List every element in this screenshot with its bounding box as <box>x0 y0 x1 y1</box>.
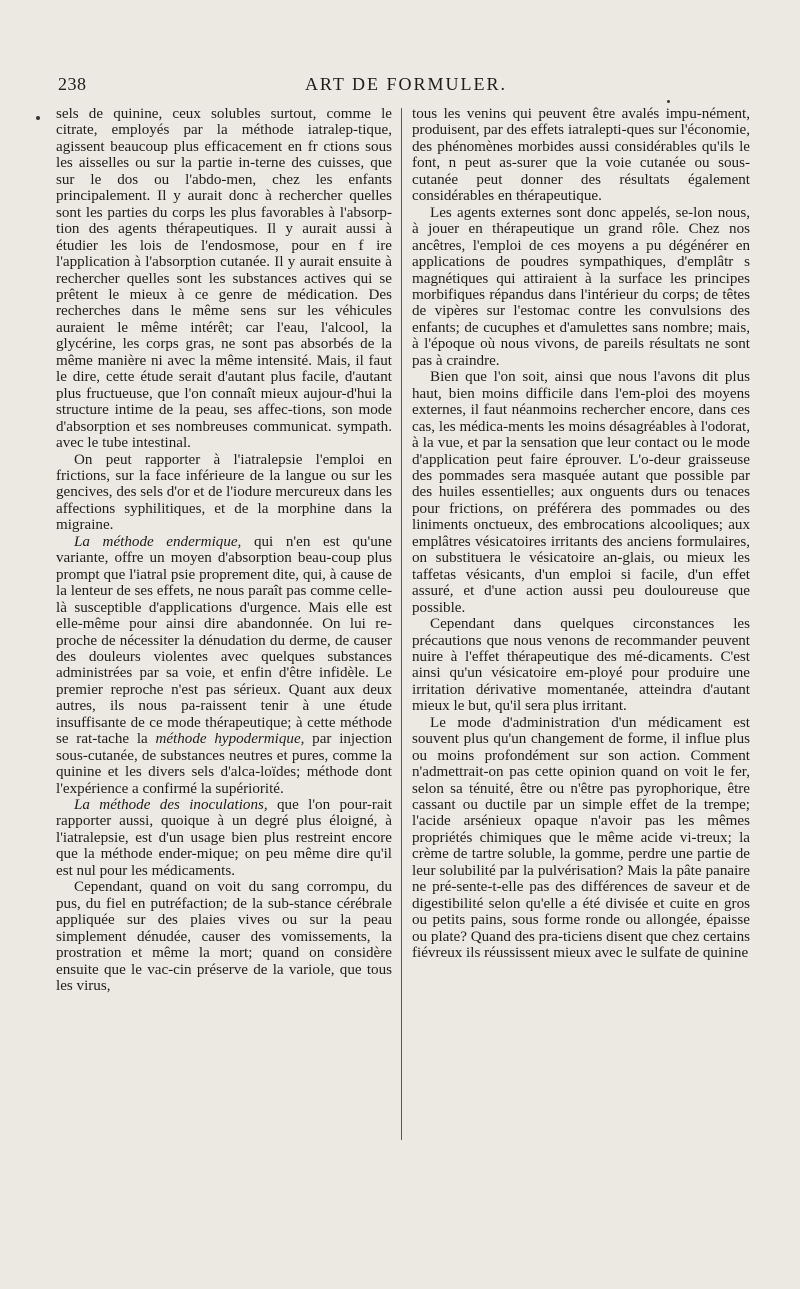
paragraph <box>56 106 392 452</box>
paragraph-text: Les agents externes sont donc appelés, se-lon nous, à jouer en thérapeutique un grand rôle. Chez nos ancêtres, l'emploi de ces moyens a pu dégénérer en applications de poudres sympathiques, d'emplâtr s magnétiques qui attiraient à la surface les principes morbifiques répandus dans l'intérieur du corps; de têtes de vipères sur l'estomac contre les convulsions des enfants; de cucuphes et d'amulettes sans nombre; mais, à l'époque où nous vivons, de pareils résultats ne sont pas à craindre. <box>412 204 750 369</box>
paragraph <box>412 616 750 715</box>
paragraph <box>412 715 750 962</box>
paragraph <box>56 879 392 994</box>
paragraph-text: Bien que l'on soit, ainsi que nous l'avons dit plus haut, bien moins difficile dans l'em-ploi des moyens externes, il faut néanmoins rechercher encore, dans ces cas, les médica-ments les moins désagréables à l'odorat, à la vue, et par la sensation que leur contact ou le mode d'application peut faire éprouver. L'o-deur graisseuse des pommades sera masquée autant que possible par des huiles essentielles; aux onguents durs ou tenaces pour frictions, on préférera des pommades ou des liniments onctueux, des embrocations alcooliques; aux emplâtres vésicatoires irritants des anciens formulaires, on substituera le vésicatoire an-glais, ou mieux les taffetas vésicants, d'un emploi si facile, d'un effet assuré, et d'une action aussi peu douloureuse que possible. <box>412 369 750 616</box>
left-column <box>56 106 392 994</box>
paragraph <box>412 369 750 616</box>
paragraph-text: Cependant, quand on voit du sang corrompu, du pus, du fiel en putréfaction; de la sub-stance cérébrale appliquée sur des plaies vives ou sur la peau simplement dénudée, causer des vomissements, la prostration et même la mort; quand on considère ensuite que le vac-cin préserve de la variole, que tous les virus, <box>56 879 392 995</box>
margin-mark <box>36 116 40 120</box>
right-column <box>412 106 750 962</box>
paragraph-text: On peut rapporter à l'iatralepsie l'emploi en frictions, sur la face inférieure de la langue ou sur les gencives, des sels d'or et de l'iodure mercureux dans les affections syphilitiques, et de la morphine dans la migraine. <box>56 451 392 534</box>
paragraph <box>56 452 392 534</box>
paragraph <box>56 534 392 797</box>
page-number: 238 <box>58 74 87 94</box>
page-header <box>58 74 754 98</box>
paragraph <box>412 106 750 205</box>
italic-term: La méthode des inoculations, <box>74 797 268 814</box>
italic-term: méthode hypodermique, <box>155 731 305 748</box>
paragraph-text: sels de quinine, ceux solubles surtout, comme le citrate, employés par la méthode iatralep-tique, agissent beaucoup plus efficacement en fr ctions sous les aisselles ou sur la partie in-terne des cuisses, que sur le dos ou l'abdo-men, chez les enfants principalement. Il y aurait donc à rechercher quelles sont les parties du corps les plus favorables à l'absorp-tion des agents thérapeutiques. Il y aurait aussi à étudier les lois de l'endosmose, pour en f ire l'application à l'absorption cutanée. Il y aurait ensuite à rechercher quelles sont les substances actives qui se prêtent le mieux à ce genre de médication. Des recherches dans le même sens sur les véhicules auraient le même intérêt; car l'eau, l'alcool, la glycérine, les corps gras, ne sont pas absorbés de la même manière ni avec la même intensité. Mais, il faut le dire, cette étude serait d'autant plus facile, d'autant plus fructueuse, que l'on connaît mieux aujour-d'hui la structure intime de la peau, ses affec-tions, son mode d'absorption et ses nombreuses communicat. sympath. avec le tube intestinal. <box>56 106 392 452</box>
paragraph-text: qui n'en est qu'une variante, offre un moyen d'absorption beau-coup plus prompt que l'iatral psie proprement dite, qui, à cause de la lenteur de ses effets, ne nous paraît pas comme celle-là susceptible d'applications d'urgence. Mais elle est elle-même pour ainsi dire abandonnée. On lui re-proche de nécessiter la dénudation du derme, de causer des douleurs violentes avec quelques substances administrées par sa voie, et enfin d'être infidèle. Le premier reproche n'est pas sérieux. Quant aux deux autres, ils nous pa-raissent tenir à une étude insuffisante de ce mode thérapeutique; à cette méthode se rat-tache la <box>56 533 392 748</box>
paragraph-text: tous les venins qui peuvent être avalés impu-nément, produisent, par des effets iatralepti-ques sur l'économie, des phénomènes morbides aussi considérables qu'ils le font, n peut as-surer que la voie cutanée ou sous-cutanée peut donner des résultats également considérables en thérapeutique. <box>412 106 750 205</box>
margin-mark <box>667 100 670 103</box>
paragraph <box>412 205 750 370</box>
paragraph-text: Le mode d'administration d'un médicament est souvent plus qu'un changement de forme, il influe plus ou moins profondément sur son action. Comment n'admettrait-on pas cette opinion quand on voit le fer, selon sa ténuité, être ou n'être pas pyrophorique, être cassant ou ductile par un simple effet de la trempe; l'acide arsénieux opaque n'avoir pas les mêmes propriétés chimiques que le même acide vi-treux; la crème de tartre soluble, la gomme, perdre une partie de leur solubilité par la pulvérisation? Mais la pâte panaire ne pré-sente-t-elle pas des différences de saveur et de digestibilité selon qu'elle a été divisée et cuite en gros ou petits pains, sous forme ronde ou allongée, épaisse ou plate? Quand des pra-ticiens disent que chez certains fiévreux ils réussissent mieux avec le sulfate de quinine <box>412 714 750 962</box>
running-title: ART DE FORMULER. <box>304 74 508 94</box>
paragraph-text: Cependant dans quelques circonstances les précautions que nous venons de recommander peuvent nuire à l'effet thérapeutique des mé-dicaments. C'est ainsi qu'un vésicatoire em-ployé pour produire une irritation dérivative momentanée, atteindra d'autant mieux le but, qu'il sera plus irritant. <box>412 616 750 715</box>
paragraph-text: par injection sous-cutanée, de substances neutres et pures, comme la quinine et les divers sels d'alca-loïdes; méthode dont l'expérience a confirmé la supériorité. <box>56 731 393 797</box>
italic-term: La méthode endermique, <box>74 533 242 550</box>
paragraph <box>56 797 392 879</box>
column-divider <box>401 108 402 1140</box>
paragraph-text: que l'on pour-rait rapporter aussi, quoique à un degré plus éloigné, à l'iatralepsie, est d'un usage bien plus restreint encore que la méthode ender-mique; on peu même dire qu'il est nul pour les médicaments. <box>56 797 393 879</box>
